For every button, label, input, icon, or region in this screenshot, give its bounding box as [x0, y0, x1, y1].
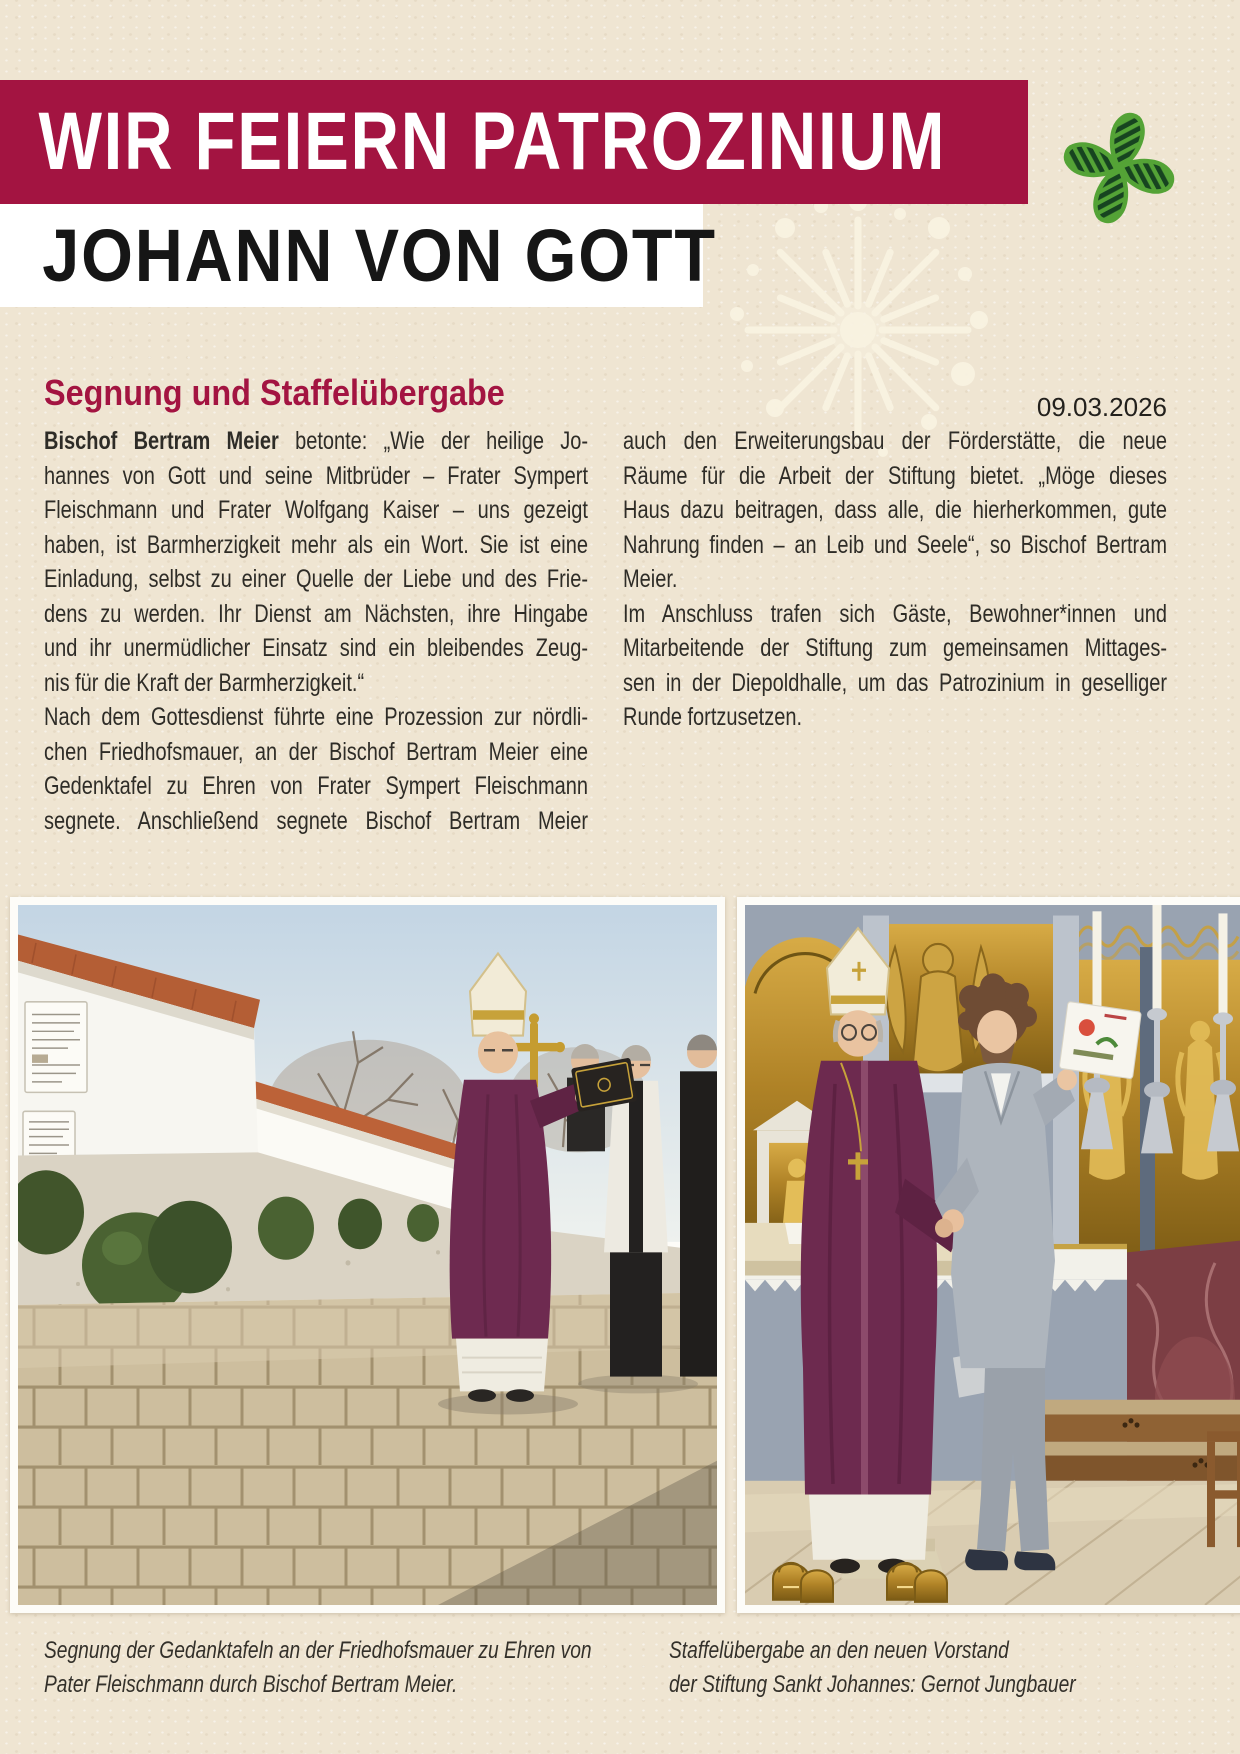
body-line: haben, ist Barmherzigkeit mehr als ein Wort. Sie ist eine [44, 530, 588, 559]
caption-line: Staffelübergabe an den neuen Vorstand [669, 1637, 1009, 1664]
four-leaf-clover-icon [1057, 106, 1181, 230]
caption-line: der Stiftung Sankt Johannes: Gernot Jungbauer [669, 1671, 1076, 1698]
body-line: Meier. [623, 565, 678, 593]
subtitle-banner [0, 204, 717, 307]
body-line: chen Friedhofsmauer, an der Bischof Bertram Meier eine [44, 737, 588, 766]
body-line: Gedenktafel zu Ehren von Frater Sympert Fleischmann [44, 772, 588, 800]
body-line: Mitarbeitende der Stiftung zum gemeinsamen Mittages- [623, 634, 1167, 662]
body-line: Runde fortzusetzen. [623, 703, 802, 731]
body-line: dens zu werden. Ihr Dienst am Nächsten, ihre Hingabe [44, 599, 588, 628]
gift-picture [1059, 1001, 1141, 1079]
body-line: Räume für die Arbeit der Stiftung bietet. „Möge dieses [623, 461, 1167, 490]
banner-subtitle: JOHANN VON GOTT [42, 214, 717, 297]
photo-left-illustration [18, 905, 717, 1605]
banner-title: WIR FEIERN PATROZINIUM [38, 96, 947, 187]
photo-caption-left [44, 1634, 744, 1702]
body-line: auch den Erweiterungsbau der Förderstätte, die neue [623, 427, 1167, 455]
photo-friedhofsmauer [10, 897, 725, 1613]
article-date: 09.03.2026 [1036, 392, 1167, 422]
body-line: Nahrung finden – an Leib und Seele“, so Bischof Bertram [623, 530, 1167, 559]
caption-line: Pater Fleischmann durch Bischof Bertram Meier. [44, 1671, 458, 1698]
figure-right-edge [680, 1034, 717, 1376]
caption-line: Segnung der Gedanktafeln an der Friedhofsmauer zu Ehren von [44, 1637, 592, 1664]
body-line: Haus dazu beitragen, dass alle, die hierherkommen, gute [623, 496, 1167, 524]
article-heading-wrap [44, 372, 556, 414]
text-column-right [623, 424, 1167, 735]
title-banner [0, 80, 1028, 204]
body-line: Nach dem Gottesdienst führte eine Prozession zur nördli- [44, 703, 588, 731]
body-line: hannes von Gott und seine Mitbrüder – Frater Sympert [44, 461, 588, 490]
article-heading: Segnung und Staffelübergabe [44, 372, 505, 413]
body-line: segnete. Anschließend segnete Bischof Bertram Meier [44, 806, 588, 835]
text-column-left [44, 424, 588, 838]
body-line: Fleischmann und Frater Wolfgang Kaiser – uns gezeigt [44, 496, 588, 524]
body-line: sen in der Diepoldhalle, um das Patrozinium in geselliger [623, 668, 1167, 697]
photo-staffeluebergabe [737, 897, 1240, 1613]
body-line: und ihr unermüdlicher Einsatz sind ein bleibendes Zeug- [44, 634, 588, 662]
body-line: Bischof Bertram Meier betonte: „Wie der heilige Jo- [44, 427, 589, 455]
photo-right-illustration [745, 905, 1240, 1605]
body-line: Einladung, selbst zu einer Quelle der Liebe und des Frie- [44, 565, 588, 593]
body-line: nis für die Kraft der Barmherzigkeit.“ [44, 668, 365, 697]
body-line: Im Anschluss trafen sich Gäste, Bewohner*innen und [623, 599, 1167, 628]
photo-caption-right [669, 1634, 1240, 1702]
